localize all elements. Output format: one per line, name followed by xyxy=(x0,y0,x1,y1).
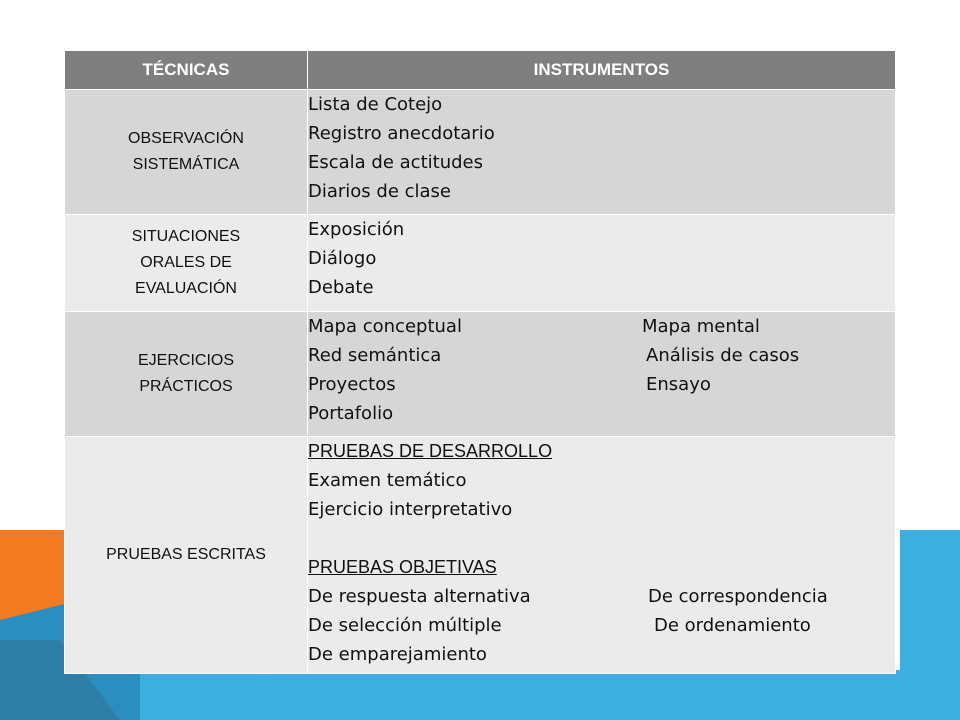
tecnica-cell xyxy=(65,215,308,312)
instrument-item: De respuesta alternativa xyxy=(308,586,531,607)
instrument-item: Mapa conceptual xyxy=(308,316,462,337)
instrumentos-cell xyxy=(308,90,896,215)
instrument-line xyxy=(308,611,895,640)
instrument-item: Diálogo xyxy=(308,248,377,269)
tecnica-line: PRÁCTICOS xyxy=(139,378,233,395)
tecnica-line: SITUACIONES xyxy=(131,228,241,245)
instrument-line xyxy=(308,312,895,341)
instrument-item: Ejercicio interpretativo xyxy=(308,499,513,520)
instrument-item: Portafolio xyxy=(308,403,394,424)
instrument-line xyxy=(308,553,895,582)
header-instrumentos: INSTRUMENTOS xyxy=(308,51,896,90)
instrument-item: Escala de actitudes xyxy=(308,152,483,173)
instrument-item: Mapa mental xyxy=(642,316,760,337)
instrument-line xyxy=(308,399,895,428)
tecnica-cell xyxy=(65,312,308,437)
tecnica-line: ORALES DE xyxy=(140,254,232,271)
instrument-item: De ordenamiento xyxy=(654,615,811,636)
instrumentos-cell xyxy=(308,437,896,674)
instrument-line xyxy=(308,437,895,466)
instrumentos-cell xyxy=(308,312,896,437)
instrument-item: Examen temático xyxy=(308,470,467,491)
instrument-line xyxy=(308,370,895,399)
tecnica-line: EJERCICIOS xyxy=(137,352,234,369)
instrument-item: Exposición xyxy=(308,219,405,240)
instrument-item: De selección múltiple xyxy=(308,615,502,636)
tecnica-cell xyxy=(65,437,308,674)
tecnica-line: SISTEMÁTICA xyxy=(132,156,240,173)
table-row xyxy=(65,312,896,437)
table-row xyxy=(65,437,896,674)
table-row xyxy=(65,90,896,215)
objetivas-heading: PRUEBAS OBJETIVAS xyxy=(308,557,497,577)
instrument-item: Proyectos xyxy=(308,374,396,395)
instrument-item: Red semántica xyxy=(308,345,442,366)
header-tecnicas: TÉCNICAS xyxy=(65,51,308,90)
instrumentos-cell xyxy=(308,215,896,312)
instrument-item: Lista de Cotejo xyxy=(308,94,443,115)
instrument-item: Diarios de clase xyxy=(308,181,452,202)
instrument-item: Ensayo xyxy=(646,374,711,395)
instrument-item: Debate xyxy=(308,277,374,298)
instrument-item: Análisis de casos xyxy=(646,345,800,366)
tecnica-line: EVALUACIÓN xyxy=(135,280,237,297)
table-header-row xyxy=(65,51,896,90)
tecnica-line: OBSERVACIÓN xyxy=(128,130,244,147)
tecnica-line: PRUEBAS ESCRITAS xyxy=(106,546,266,563)
instrument-item: De correspondencia xyxy=(648,586,828,607)
tecnica-cell xyxy=(65,90,308,215)
instrument-line xyxy=(308,582,895,611)
instrument-item: De emparejamiento xyxy=(308,644,487,665)
table-row xyxy=(65,215,896,312)
desarrollo-heading: PRUEBAS DE DESARROLLO xyxy=(308,441,553,461)
instrument-item: Registro anecdotario xyxy=(308,123,495,144)
spacer xyxy=(308,524,895,553)
techniques-instruments-table xyxy=(64,50,896,674)
instrument-line xyxy=(308,341,895,370)
